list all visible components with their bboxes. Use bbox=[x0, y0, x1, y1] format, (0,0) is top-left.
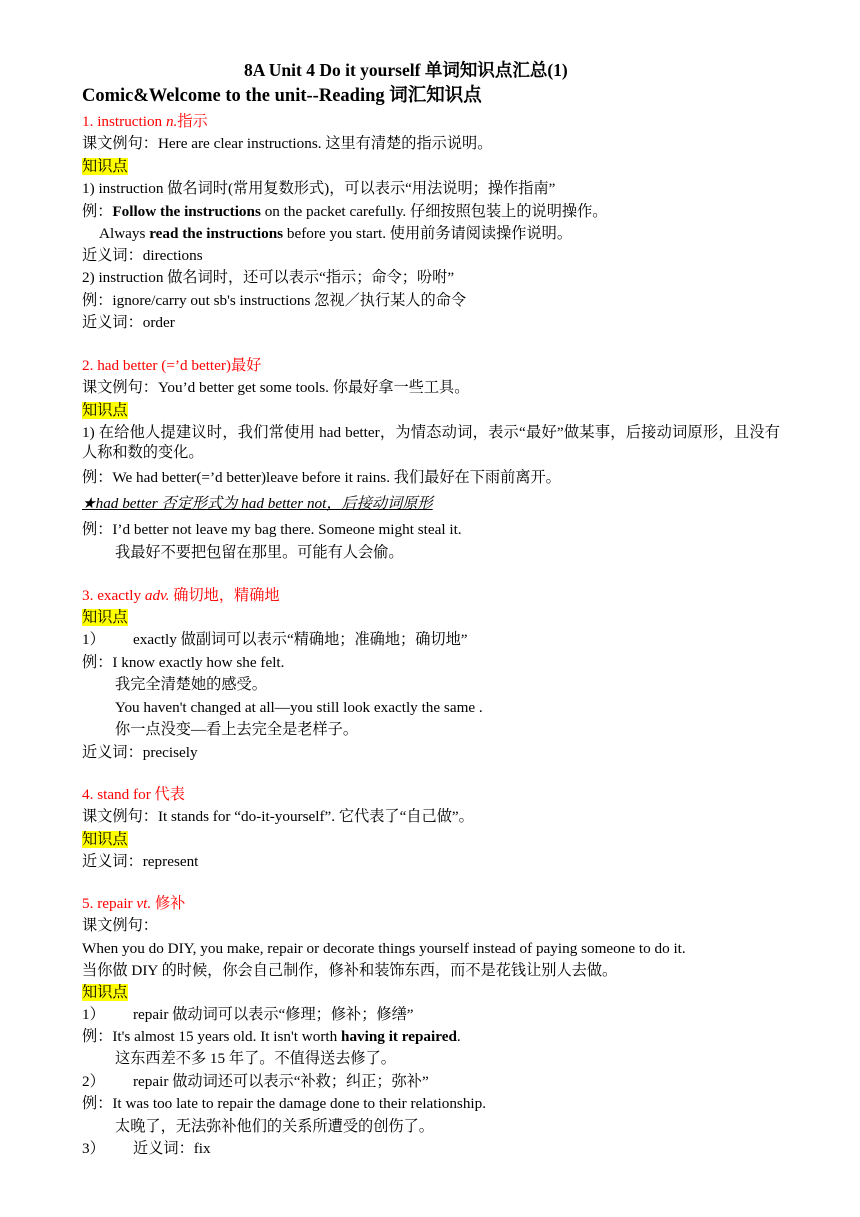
entry-meaning: 确切地，精确地 bbox=[173, 587, 280, 604]
bold-phrase: Follow the instructions bbox=[112, 203, 261, 220]
point-text: repair 做动词可以表示“修理；修补；修缮” bbox=[133, 1006, 414, 1023]
example-translation: 你一点没变—看上去完全是老样子。 bbox=[115, 721, 358, 738]
example-translation: 我完全清楚她的感受。 bbox=[115, 676, 267, 693]
example-translation: 我最好不要把包留在那里。可能有人会偷。 bbox=[115, 544, 404, 561]
entry-heading-repair bbox=[82, 894, 185, 914]
example-text: You’d better get some tools. 你最好拿一些工具。 bbox=[157, 379, 470, 396]
knowledge-label bbox=[82, 830, 128, 850]
example-line bbox=[82, 653, 284, 673]
entry-heading-stand-for: 4. stand for 代表 bbox=[82, 786, 185, 803]
example-text: . bbox=[456, 1028, 461, 1045]
example-text: It was too late to repair the damage done to their relationship. bbox=[112, 1095, 487, 1112]
example-line bbox=[82, 378, 469, 398]
example-label: 例： bbox=[82, 654, 113, 671]
synonym-label: 近义词： bbox=[82, 744, 143, 761]
synonym-line bbox=[82, 743, 198, 763]
example-line bbox=[82, 1027, 461, 1047]
knowledge-label bbox=[82, 608, 128, 628]
example-translation: 太晚了，无法弥补他们的关系所遭受的创伤了。 bbox=[115, 1118, 434, 1135]
example-text: ignore/carry out sb's instructions 忽视／执行某人的命令 bbox=[112, 292, 467, 309]
synonym-label: 近义词： bbox=[82, 247, 143, 264]
example-text: We had better(=’d better)leave before it rains. 我们最好在下雨前离开。 bbox=[112, 469, 561, 486]
knowledge-label bbox=[82, 983, 128, 1003]
example-text: Here are clear instructions. 这里有清楚的指示说明。 bbox=[157, 135, 493, 152]
entry-heading-instruction bbox=[82, 112, 208, 132]
example-text: Always bbox=[99, 225, 150, 242]
synonym-text: directions bbox=[142, 247, 203, 264]
document-title: 8A Unit 4 Do it yourself 单词知识点汇总(1) bbox=[244, 60, 568, 80]
knowledge-highlight: 知识点 bbox=[82, 984, 128, 1001]
example-translation: 当你做 DIY 的时候，你会自己制作，修补和装饰东西，而不是花钱让别人去做。 bbox=[82, 962, 618, 979]
knowledge-highlight: 知识点 bbox=[82, 402, 128, 419]
point-text: 1) instruction 做名词时(常用复数形式)，可以表示“用法说明；操作指南” bbox=[82, 180, 556, 197]
example-text: It stands for “do-it-yourself”. 它代表了“自己做”。 bbox=[157, 808, 474, 825]
example-line bbox=[82, 1094, 486, 1114]
example-line bbox=[82, 202, 607, 222]
example-text: It's almost 15 years old. It isn't worth bbox=[112, 1028, 341, 1045]
example-line bbox=[82, 468, 561, 488]
example-line bbox=[82, 807, 474, 827]
example-label: 例： bbox=[82, 469, 113, 486]
example-label: 例： bbox=[82, 521, 113, 538]
point-number: 1） bbox=[82, 1006, 105, 1023]
example-line bbox=[82, 291, 466, 311]
entry-heading-exactly bbox=[82, 586, 280, 606]
entry-heading-had-better: 2. had better (=’d better)最好 bbox=[82, 357, 262, 374]
example-label: 例： bbox=[82, 1028, 113, 1045]
entry-number: 3. bbox=[82, 587, 94, 604]
point-number: 2） bbox=[82, 1073, 105, 1090]
part-of-speech: adv. bbox=[144, 587, 170, 604]
example-label: 例： bbox=[82, 203, 113, 220]
knowledge-highlight: 知识点 bbox=[82, 609, 128, 626]
point-text: repair 做动词还可以表示“补救；纠正；弥补” bbox=[133, 1073, 429, 1090]
point-text: exactly 做副词可以表示“精确地；准确地；确切地” bbox=[133, 631, 468, 648]
example-line bbox=[82, 134, 492, 154]
bold-phrase: having it repaired bbox=[341, 1028, 457, 1045]
entry-number: 5. bbox=[82, 895, 94, 912]
example-label: 课文例句： bbox=[82, 917, 158, 934]
grammar-note: ★had better 否定形式为 had better not，后接动词原形 bbox=[82, 495, 433, 512]
example-line bbox=[82, 520, 462, 540]
point-number: 3） bbox=[82, 1140, 105, 1157]
point-number: 1） bbox=[82, 631, 105, 648]
synonym-line bbox=[82, 852, 198, 872]
synonym-line bbox=[82, 246, 203, 266]
example-label: 例： bbox=[82, 292, 113, 309]
entry-word: exactly bbox=[97, 587, 142, 604]
synonym-text: represent bbox=[142, 853, 199, 870]
knowledge-highlight: 知识点 bbox=[82, 158, 128, 175]
example-label: 课文例句： bbox=[82, 808, 158, 825]
synonym-label: 近义词： bbox=[82, 314, 143, 331]
entry-word: instruction bbox=[97, 113, 163, 130]
document-subtitle: Comic&Welcome to the unit--Reading 词汇知识点 bbox=[82, 86, 482, 106]
synonym-text: order bbox=[142, 314, 175, 331]
knowledge-label bbox=[82, 401, 128, 421]
point-text: 1) 在给他人提建议时，我们常使用 had better，为情态动词，表示“最好”做某事，后接动词原形，且没有人称和数的变化。 bbox=[82, 424, 780, 461]
example-label: 例： bbox=[82, 1095, 113, 1112]
point-text: 2) instruction 做名词时，还可以表示“指示；命令；吩咐” bbox=[82, 269, 455, 286]
example-text: on the packet carefully. 仔细按照包装上的说明操作。 bbox=[260, 203, 608, 220]
example-label: 课文例句： bbox=[82, 135, 158, 152]
part-of-speech: n. bbox=[165, 113, 178, 130]
synonym-line bbox=[82, 313, 175, 333]
synonym-label: 近义词： bbox=[82, 853, 143, 870]
entry-meaning: 指示 bbox=[177, 113, 208, 130]
bold-phrase: read the instructions bbox=[149, 225, 284, 242]
synonym-line: 近义词：fix bbox=[133, 1140, 211, 1157]
example-translation: 这东西差不多 15 年了。不值得送去修了。 bbox=[115, 1050, 396, 1067]
knowledge-highlight: 知识点 bbox=[82, 831, 128, 848]
example-line bbox=[99, 224, 572, 244]
entry-number: 1. bbox=[82, 113, 94, 130]
example-text: I know exactly how she felt. bbox=[112, 654, 285, 671]
part-of-speech: vt. bbox=[136, 895, 152, 912]
example-text: I’d better not leave my bag there. Someone might steal it. bbox=[112, 521, 462, 538]
synonym-text: precisely bbox=[142, 744, 198, 761]
example-text: When you do DIY, you make, repair or decorate things yourself instead of paying someone to do it. bbox=[82, 940, 686, 957]
example-label: 课文例句： bbox=[82, 379, 158, 396]
entry-word: repair bbox=[97, 895, 133, 912]
example-text: before you start. 使用前务请阅读操作说明。 bbox=[283, 225, 573, 242]
example-text: You haven't changed at all—you still look exactly the same . bbox=[115, 699, 483, 716]
entry-meaning: 修补 bbox=[154, 895, 186, 912]
knowledge-label bbox=[82, 157, 128, 177]
